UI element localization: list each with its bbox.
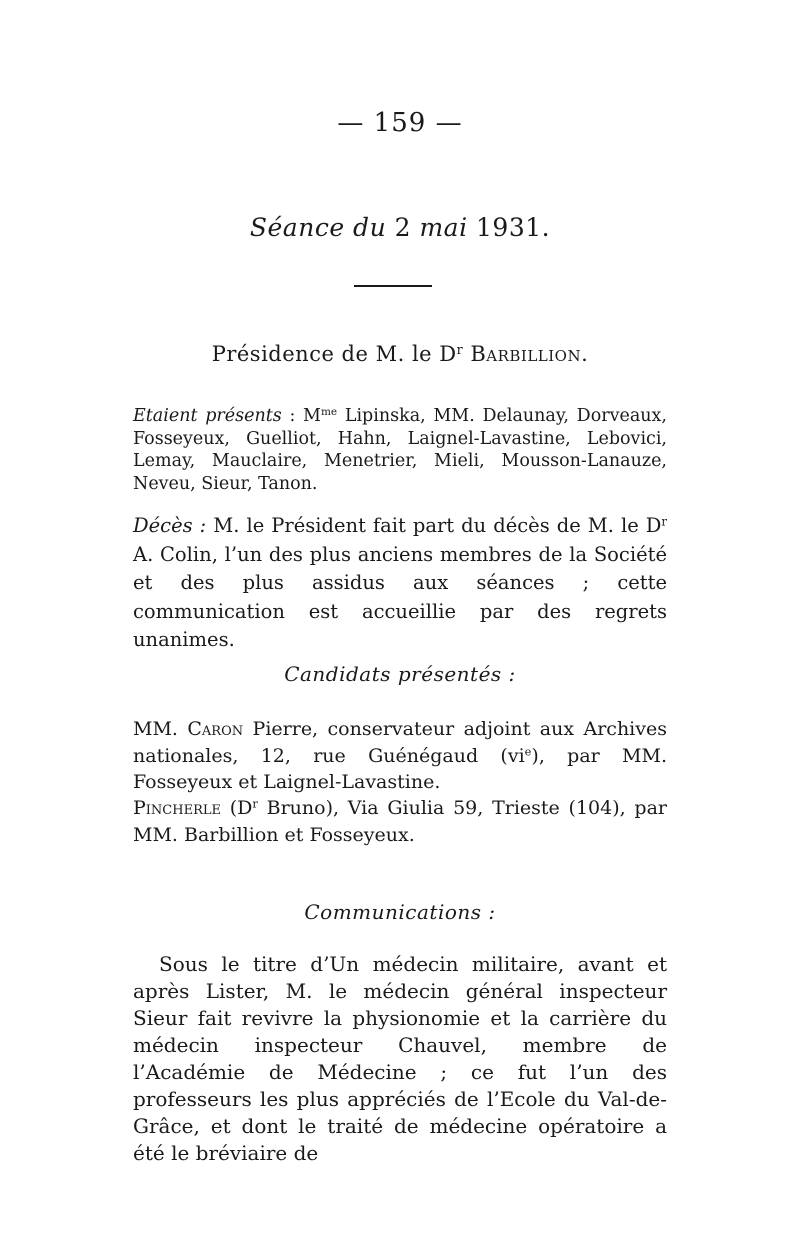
presidence-line [0, 342, 800, 366]
session-title [0, 213, 800, 242]
communications-heading: Communications : [304, 900, 496, 924]
candidate-sup-pincherle: r [252, 796, 258, 811]
candidate-prefix: MM. [133, 718, 188, 740]
president-name: Barbillion. [463, 342, 589, 366]
candidate-entry-pincherle [133, 795, 667, 848]
deces-sup: r [661, 514, 667, 529]
deces-text-start: M. le Président fait part du décès de M. le D [206, 514, 662, 537]
candidate-sponsors-caron: ), par MM. Fosseyeux et Laignel-Lavastine. [133, 744, 667, 793]
title-divider [354, 285, 432, 287]
attendance-sup: me [320, 406, 338, 419]
candidate-text-caron: Pierre, conservateur adjoint aux Archives nationales, 12, rue Guénégaud (vi [133, 718, 667, 767]
attendance-paragraph [133, 405, 667, 495]
candidate-sup-caron: e [524, 744, 532, 759]
presidence-sup: r [456, 342, 464, 358]
candidates-heading: Candidats présentés : [284, 662, 516, 686]
attendance-names: Lipinska, MM. Delaunay, Dorveaux, Fosseyeux, Guelliot, Hahn, Laignel-Lavastine, Lebovici, Lemay, Mauclaire, Menetrier, Mieli, Mousson-Lanauze, Neveu, Sieur, Tanon. [133, 406, 667, 494]
session-year: 1931. [476, 213, 551, 242]
candidate-name-caron: Caron [187, 718, 244, 740]
candidate-text-pincherle: (D [220, 797, 253, 819]
attendance-text-start: : M [281, 406, 321, 426]
candidate-entry-caron [133, 716, 667, 796]
page-number: — 159 — [337, 108, 463, 138]
attendance-lead: Etaient présents [133, 406, 282, 426]
deces-paragraph [133, 512, 667, 655]
session-title-prefix: Séance du [249, 213, 395, 242]
session-month: mai [411, 213, 477, 242]
deces-lead: Décès : [133, 514, 207, 537]
candidate-sponsors-pincherle: Bruno), Via Giulia 59, Trieste (104), par MM. Barbillion et Fosseyeux. [133, 797, 668, 846]
candidate-name-pincherle: Pincherle [133, 797, 221, 819]
communications-paragraph: Sous le titre d’Un médecin militaire, avant et après Lister, M. le médecin général inspecteur Sieur fait revivre la physionomie et la carrière du médecin inspecteur Chauvel, membre de l’Académie de Médecine ; ce fut l’un des professeurs les plus appréciés de l’Ecole du Val-de-Grâce, et dont le traité de médecine opératoire a été le bréviaire de [133, 952, 667, 1165]
session-day: 2 [394, 213, 412, 242]
deces-text-end: A. Colin, l’un des plus anciens membres de la Société et des plus assidus aux séances ; cette communication est accueillie par des regrets unanimes. [133, 542, 667, 651]
presidence-text: Présidence de M. le D [211, 342, 457, 366]
